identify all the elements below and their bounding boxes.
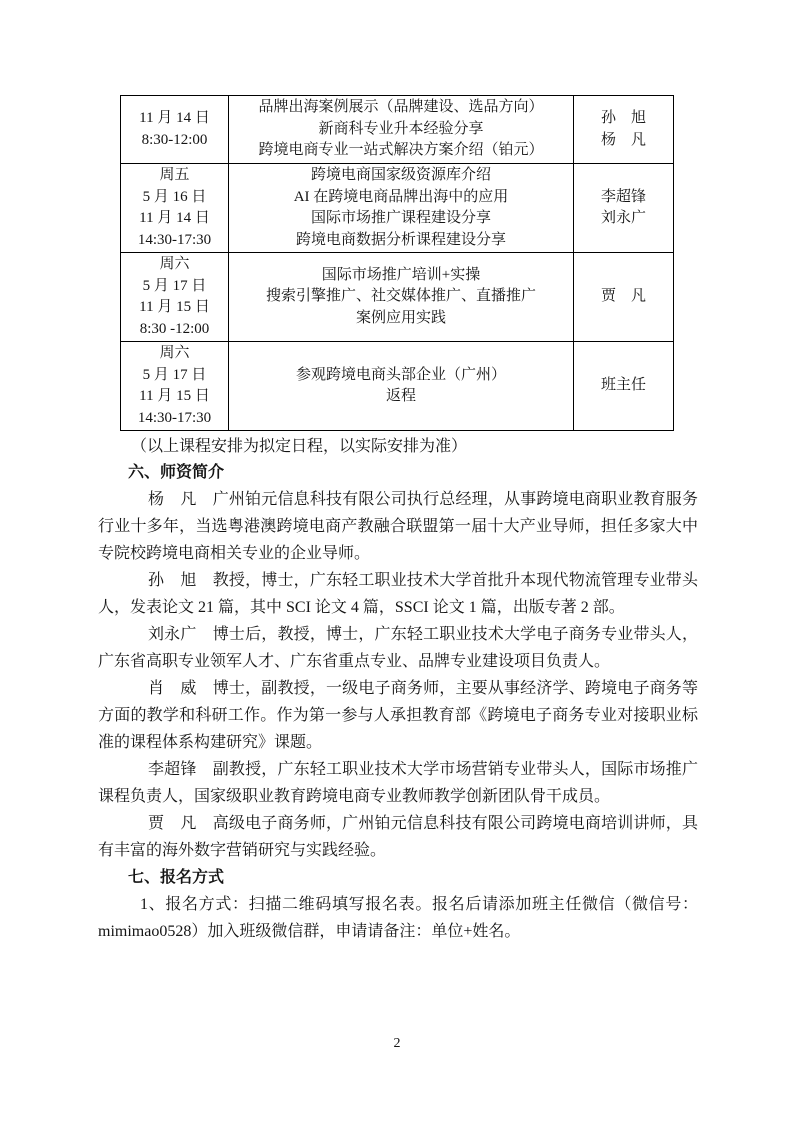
teacher-bio: 肖 威 博士，副教授，一级电子商务师，主要从事经济学、跨境电子商务等方面的教学和科研工作。作为第一参与人承担教育部《跨境电子商务专业对接职业标准的课程体系构建研究》课题。	[98, 680, 698, 751]
table-row	[121, 253, 674, 342]
teacher-bio: 贾 凡 高级电子商务师，广州铂元信息科技有限公司跨境电商培训讲师，具有丰富的海外数字营销研究与实践经验。	[98, 815, 698, 859]
date-line: 11 月 14 日	[139, 210, 210, 226]
date-line: 14:30-17:30	[137, 231, 212, 248]
date-line: 8:30 -12:00	[139, 320, 210, 337]
course-line: 参观跨境电商头部企业（广州）	[295, 366, 506, 383]
date-cell	[121, 253, 229, 342]
table-row	[121, 96, 674, 164]
instructor-name: 刘永广	[600, 210, 646, 226]
signup-instructions: 1、报名方式：扫描二维码填写报名表。报名后请添加班主任微信（微信号：mimimao0528）加入班级微信群，申请请备注：单位+姓名。	[98, 896, 698, 940]
course-line: AI 在跨境电商品牌出海中的应用	[293, 188, 509, 205]
course-line: 新商科专业升本经验分享	[318, 120, 484, 137]
course-line: 返程	[385, 388, 416, 404]
course-line: 跨境电商数据分析课程建设分享	[295, 231, 506, 248]
date-line: 周六	[159, 256, 190, 272]
course-line: 搜索引擎推广、社交媒体推广、直播推广	[265, 288, 536, 305]
instructor-name: 李超锋	[600, 188, 646, 205]
course-line: 案例应用实践	[355, 309, 446, 326]
instructor-name: 杨 凡	[600, 131, 646, 148]
teacher-bio: 刘永广 博士后，教授，博士，广东轻工职业技术大学电子商务专业带头人，广东省高职专业领军人才、广东省重点专业、品牌专业建设项目负责人。	[98, 626, 698, 670]
course-cell	[229, 164, 574, 253]
course-line: 国际市场推广培训+实操	[321, 266, 481, 283]
course-line: 国际市场推广课程建设分享	[310, 210, 491, 226]
instructor-cell	[574, 342, 674, 431]
date-cell	[121, 96, 229, 164]
instructor-name: 班主任	[600, 377, 646, 394]
instructor-name: 孙 旭	[600, 110, 646, 126]
teacher-bio: 孙 旭 教授，博士，广东轻工职业技术大学首批升本现代物流管理专业带头人，发表论文 21 篇，其中 SCI 论文 4 篇，SSCI 论文 1 篇，出版专著 2 部。	[98, 572, 698, 616]
course-cell	[229, 96, 574, 164]
course-cell	[229, 342, 574, 431]
instructor-cell	[574, 96, 674, 164]
date-line: 周六	[159, 345, 190, 361]
schedule-table	[120, 95, 674, 431]
section-heading-teachers: 六、师资简介	[128, 464, 225, 481]
date-line: 5 月 16 日	[142, 188, 207, 205]
date-line: 周五	[159, 167, 190, 183]
section-heading-signup: 七、报名方式	[128, 869, 225, 886]
date-line: 11 月 15 日	[139, 388, 210, 404]
table-row	[121, 164, 674, 253]
date-line: 8:30-12:00	[141, 131, 208, 148]
date-line: 5 月 17 日	[142, 366, 207, 383]
page-number: 2	[393, 1036, 401, 1051]
course-line: 跨境电商专业一站式解决方案介绍（铂元）	[258, 142, 544, 159]
date-line: 11 月 14 日	[139, 110, 210, 126]
date-line: 14:30-17:30	[137, 409, 212, 426]
course-cell	[229, 253, 574, 342]
page-content	[98, 95, 698, 945]
table-note: （以上课程安排为拟定日程，以实际安排为准）	[131, 438, 468, 455]
date-cell	[121, 342, 229, 431]
date-line: 11 月 15 日	[139, 299, 210, 315]
instructor-cell	[574, 253, 674, 342]
teacher-bio: 李超锋 副教授，广东轻工职业技术大学市场营销专业带头人，国际市场推广课程负责人，国家级职业教育跨境电商专业教师教学创新团队骨干成员。	[98, 761, 698, 805]
date-cell	[121, 164, 229, 253]
teacher-bio: 杨 凡 广州铂元信息科技有限公司执行总经理，从事跨境电商职业教育服务行业十多年，当选粤港澳跨境电商产教融合联盟第一届十大产业导师，担任多家大中专院校跨境电商相关专业的企业导师。	[98, 491, 698, 562]
date-line: 5 月 17 日	[142, 277, 207, 294]
instructor-name: 贾 凡	[600, 288, 646, 305]
course-line: 跨境电商国家级资源库介绍	[310, 167, 491, 183]
instructor-cell	[574, 164, 674, 253]
course-line: 品牌出海案例展示（品牌建设、选品方向）	[258, 99, 544, 116]
table-row	[121, 342, 674, 431]
